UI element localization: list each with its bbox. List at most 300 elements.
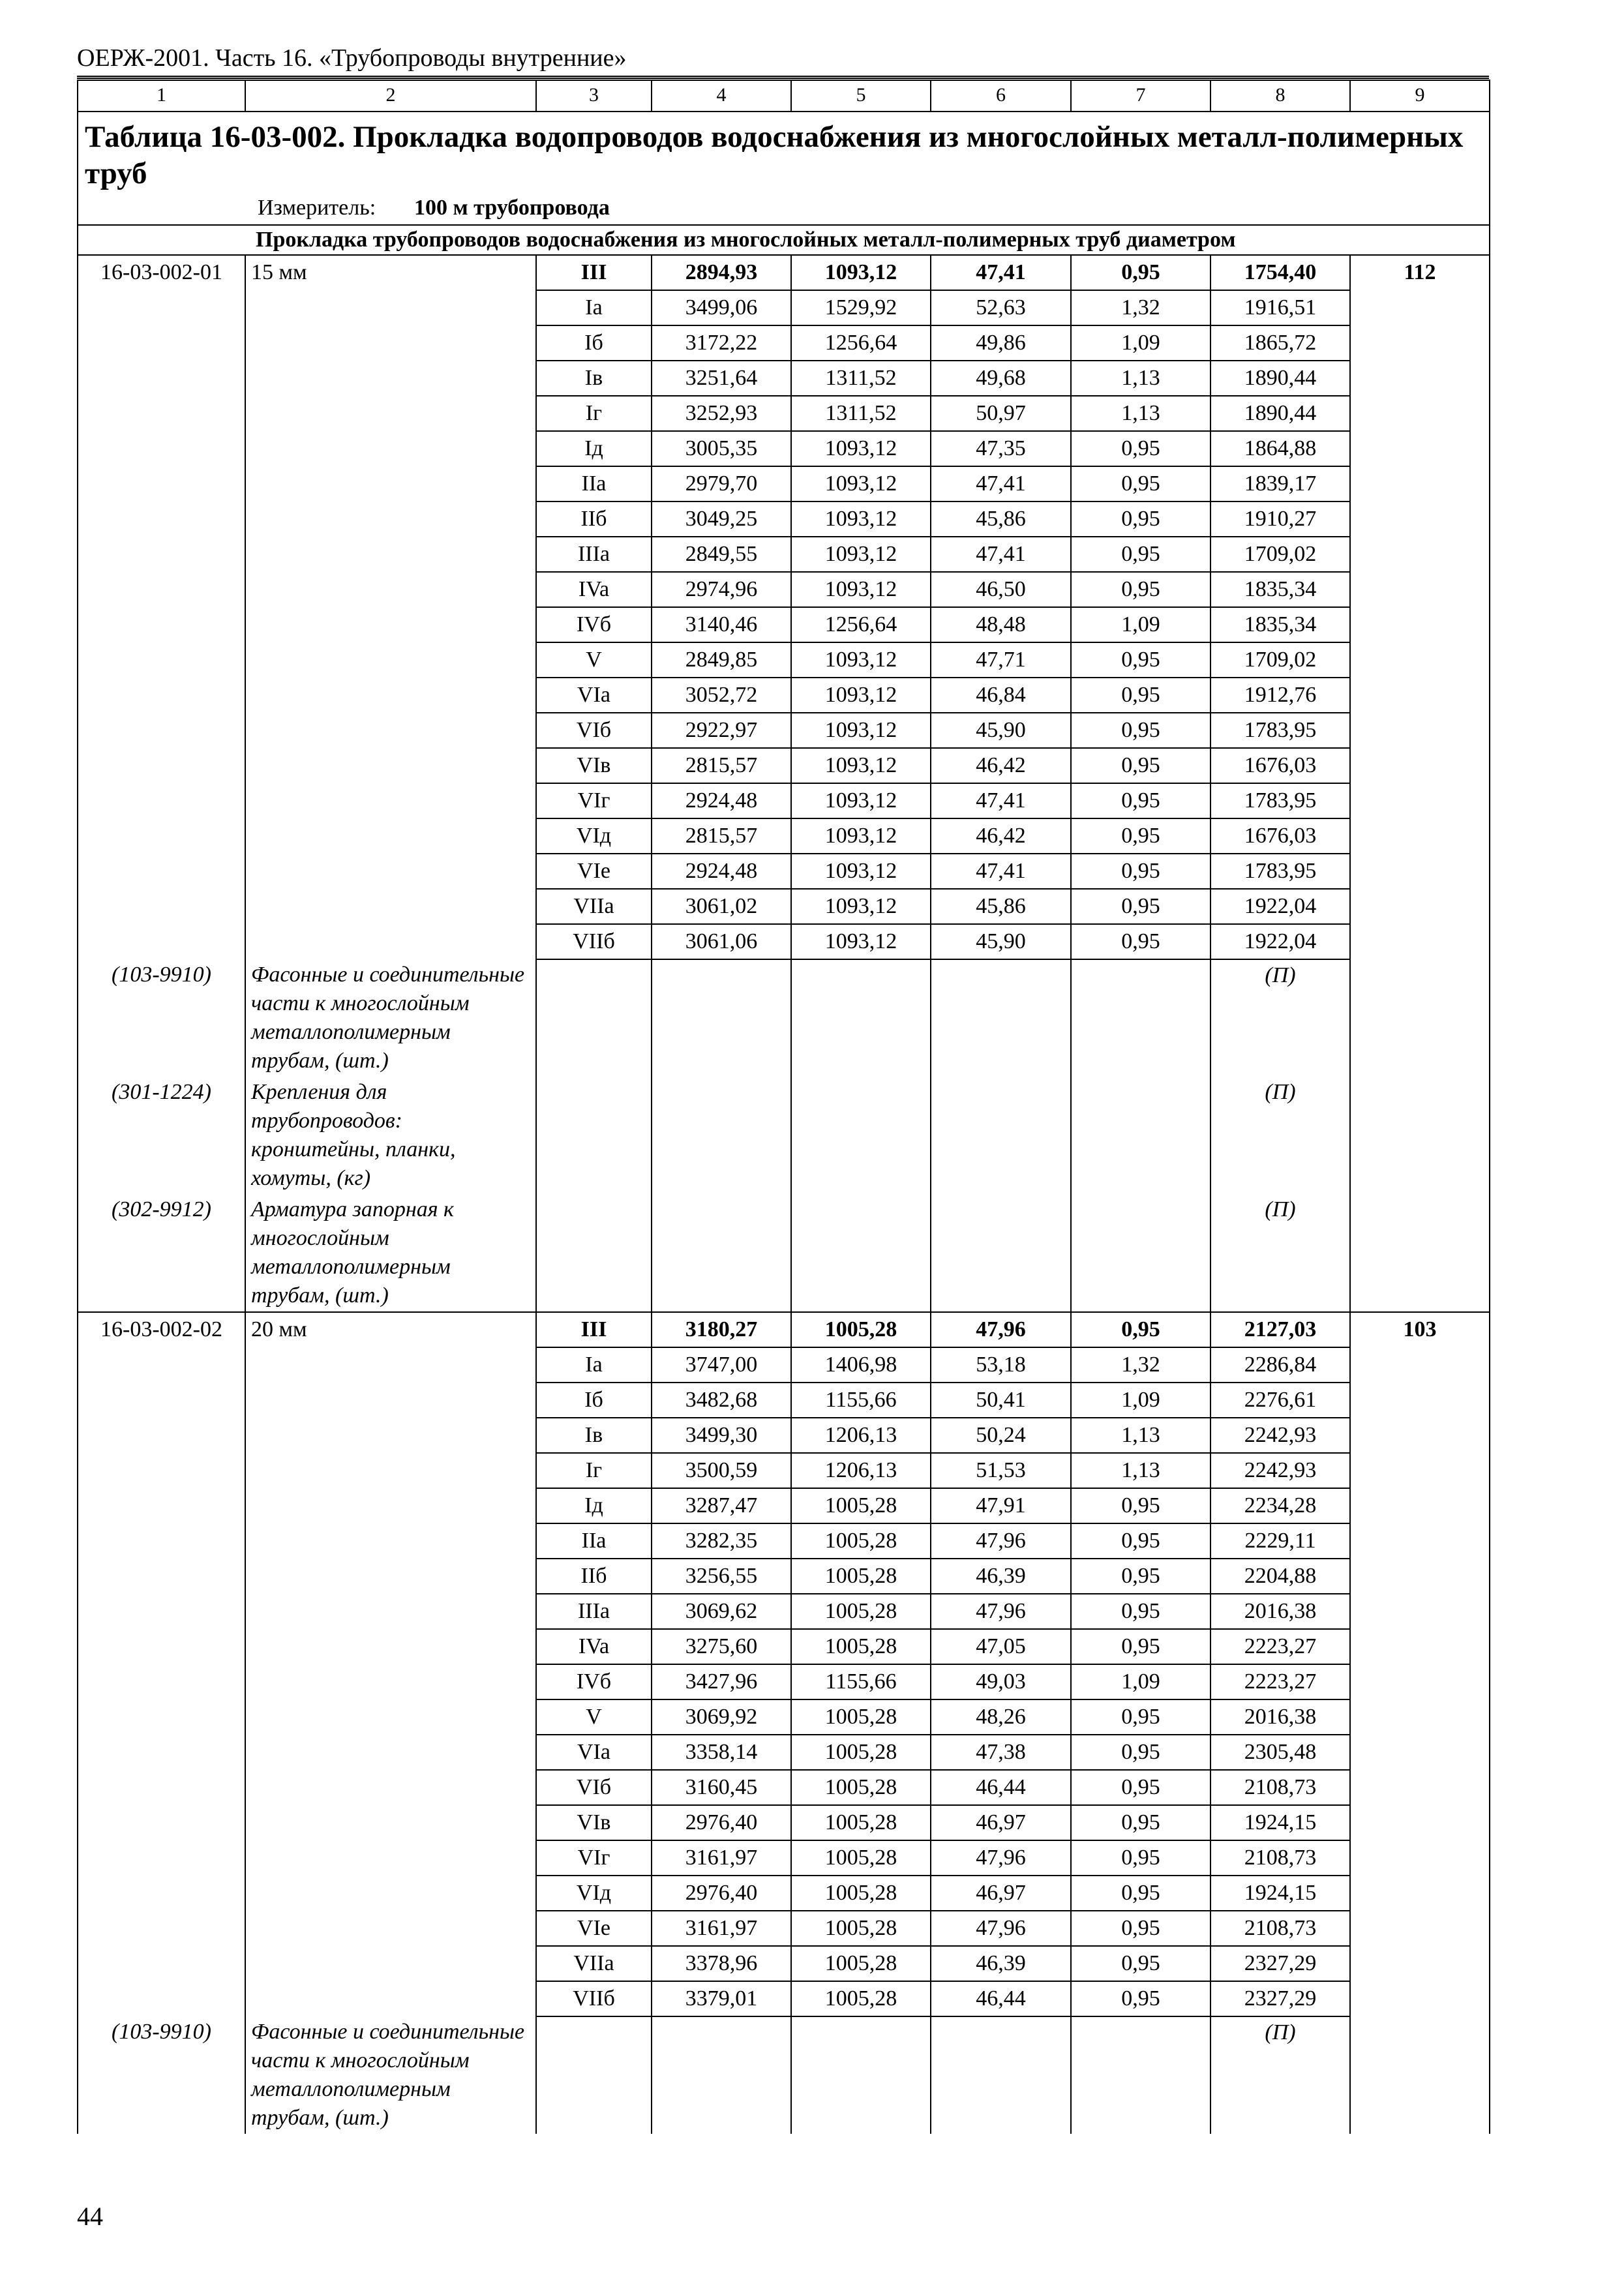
materials-cell: 2327,29	[1210, 1981, 1350, 2016]
table-row	[78, 818, 1490, 854]
pipe-diameter	[245, 1876, 536, 1911]
total-cost-cell: 3251,64	[652, 361, 791, 396]
rate-code	[78, 501, 245, 537]
machine-cost-cell: 47,35	[931, 431, 1071, 466]
machinist-wages-cell: 0,95	[1071, 1594, 1210, 1629]
zone-cell: VIIб	[536, 1981, 652, 2016]
machine-cost-cell: 50,24	[931, 1418, 1071, 1453]
wages-cell: 1093,12	[791, 537, 931, 572]
total-cost-cell: 2979,70	[652, 466, 791, 501]
rate-code	[78, 1347, 245, 1383]
total-cost-cell: 2924,48	[652, 854, 791, 889]
machine-cost-cell: 50,97	[931, 396, 1071, 431]
empty-cell	[931, 1194, 1071, 1312]
rate-code	[78, 924, 245, 959]
zone-cell: VIг	[536, 1840, 652, 1876]
wages-cell: 1093,12	[791, 924, 931, 959]
empty-cell	[1350, 959, 1490, 1077]
table-row	[78, 1312, 1490, 1347]
labor-cell: 112	[1350, 255, 1490, 290]
pipe-diameter	[245, 678, 536, 713]
materials-cell: 1783,95	[1210, 854, 1350, 889]
pipe-diameter	[245, 501, 536, 537]
machinist-wages-cell: 1,32	[1071, 290, 1210, 325]
table-row	[78, 783, 1490, 818]
total-cost-cell: 3052,72	[652, 678, 791, 713]
table-row	[78, 1347, 1490, 1383]
labor-cell	[1350, 1347, 1490, 1383]
column-number: 1	[78, 80, 245, 112]
machinist-wages-cell: 0,95	[1071, 1629, 1210, 1664]
materials-cell: 1922,04	[1210, 924, 1350, 959]
machine-cost-cell: 47,38	[931, 1735, 1071, 1770]
total-cost-cell: 3180,27	[652, 1312, 791, 1347]
pipe-diameter	[245, 1735, 536, 1770]
section-title: Прокладка трубопроводов водоснабжения из многослойных металл-полимерных труб диаметром	[78, 225, 1490, 255]
rate-code	[78, 1840, 245, 1876]
rate-code	[78, 713, 245, 748]
empty-cell	[1350, 2016, 1490, 2134]
materials-cell: 1922,04	[1210, 889, 1350, 924]
labor-cell	[1350, 1876, 1490, 1911]
wages-cell: 1093,12	[791, 466, 931, 501]
resource-name: Фасонные и соединительные части к многослойным металлополимерным трубам, (шт.)	[245, 2016, 536, 2134]
total-cost-cell: 3061,02	[652, 889, 791, 924]
pipe-diameter	[245, 396, 536, 431]
table-row	[78, 1735, 1490, 1770]
empty-cell	[1350, 1077, 1490, 1194]
machinist-wages-cell: 0,95	[1071, 1735, 1210, 1770]
wages-cell: 1093,12	[791, 854, 931, 889]
labor-cell	[1350, 642, 1490, 678]
machine-cost-cell: 47,71	[931, 642, 1071, 678]
materials-cell: 1924,15	[1210, 1876, 1350, 1911]
pipe-diameter	[245, 1946, 536, 1981]
empty-cell	[652, 1194, 791, 1312]
machinist-wages-cell: 0,95	[1071, 678, 1210, 713]
table-row	[78, 678, 1490, 713]
empty-cell	[536, 1077, 652, 1194]
column-number: 7	[1071, 80, 1210, 112]
total-cost-cell: 2894,93	[652, 255, 791, 290]
materials-cell: 1676,03	[1210, 818, 1350, 854]
rate-code	[78, 325, 245, 361]
labor-cell	[1350, 748, 1490, 783]
table-row	[78, 1981, 1490, 2016]
materials-cell: 2234,28	[1210, 1488, 1350, 1523]
rate-code	[78, 748, 245, 783]
rate-code	[78, 783, 245, 818]
materials-cell: 1890,44	[1210, 361, 1350, 396]
zone-cell: Iб	[536, 1383, 652, 1418]
labor-cell	[1350, 783, 1490, 818]
rates-table	[77, 80, 1490, 2134]
machinist-wages-cell: 1,09	[1071, 325, 1210, 361]
labor-cell	[1350, 1488, 1490, 1523]
machinist-wages-cell: 0,95	[1071, 818, 1210, 854]
total-cost-cell: 3160,45	[652, 1770, 791, 1805]
rate-code	[78, 466, 245, 501]
pipe-diameter	[245, 748, 536, 783]
total-cost-cell: 3358,14	[652, 1735, 791, 1770]
zone-cell: VIa	[536, 1735, 652, 1770]
rate-code	[78, 642, 245, 678]
total-cost-cell: 3252,93	[652, 396, 791, 431]
machine-cost-cell: 45,90	[931, 924, 1071, 959]
zone-cell: III	[536, 255, 652, 290]
machinist-wages-cell: 0,95	[1071, 431, 1210, 466]
machinist-wages-cell: 1,09	[1071, 1664, 1210, 1699]
machinist-wages-cell: 0,95	[1071, 713, 1210, 748]
page-number: 44	[77, 2202, 103, 2231]
labor-cell	[1350, 537, 1490, 572]
zone-cell: V	[536, 1699, 652, 1735]
resource-row	[78, 959, 1490, 1077]
pipe-diameter	[245, 361, 536, 396]
total-cost-cell: 2976,40	[652, 1876, 791, 1911]
wages-cell: 1093,12	[791, 713, 931, 748]
empty-cell	[931, 959, 1071, 1077]
labor-cell	[1350, 1664, 1490, 1699]
pipe-diameter	[245, 290, 536, 325]
table-row	[78, 1488, 1490, 1523]
wages-cell: 1005,28	[791, 1911, 931, 1946]
rate-code	[78, 1981, 245, 2016]
machinist-wages-cell: 0,95	[1071, 1523, 1210, 1559]
zone-cell: IIa	[536, 466, 652, 501]
machine-cost-cell: 47,41	[931, 854, 1071, 889]
labor-cell	[1350, 466, 1490, 501]
zone-cell: VIб	[536, 1770, 652, 1805]
total-cost-cell: 2849,85	[652, 642, 791, 678]
labor-cell	[1350, 678, 1490, 713]
machine-cost-cell: 46,44	[931, 1770, 1071, 1805]
pipe-diameter	[245, 1911, 536, 1946]
labor-cell	[1350, 1840, 1490, 1876]
wages-cell: 1005,28	[791, 1312, 931, 1347]
total-cost-cell: 2924,48	[652, 783, 791, 818]
table-row	[78, 1559, 1490, 1594]
table-row	[78, 1418, 1490, 1453]
pipe-diameter	[245, 1383, 536, 1418]
labor-cell	[1350, 1629, 1490, 1664]
machine-cost-cell: 46,97	[931, 1876, 1071, 1911]
materials-cell: 1916,51	[1210, 290, 1350, 325]
wages-cell: 1005,28	[791, 1699, 931, 1735]
machine-cost-cell: 47,96	[931, 1840, 1071, 1876]
total-cost-cell: 3499,06	[652, 290, 791, 325]
total-cost-cell: 2922,97	[652, 713, 791, 748]
zone-cell: Ia	[536, 1347, 652, 1383]
rate-code	[78, 607, 245, 642]
labor-cell	[1350, 572, 1490, 607]
empty-cell	[1071, 1194, 1210, 1312]
pipe-diameter: 15 мм	[245, 255, 536, 290]
resource-mark: (П)	[1210, 1077, 1350, 1194]
table-row	[78, 1805, 1490, 1840]
machine-cost-cell: 46,50	[931, 572, 1071, 607]
machinist-wages-cell: 0,95	[1071, 889, 1210, 924]
materials-cell: 1709,02	[1210, 642, 1350, 678]
total-cost-cell: 3287,47	[652, 1488, 791, 1523]
machinist-wages-cell: 1,13	[1071, 1453, 1210, 1488]
total-cost-cell: 2974,96	[652, 572, 791, 607]
wages-cell: 1005,28	[791, 1770, 931, 1805]
machinist-wages-cell: 0,95	[1071, 537, 1210, 572]
materials-cell: 1865,72	[1210, 325, 1350, 361]
empty-cell	[652, 2016, 791, 2134]
total-cost-cell: 3378,96	[652, 1946, 791, 1981]
resource-row	[78, 1194, 1490, 1312]
machinist-wages-cell: 0,95	[1071, 572, 1210, 607]
total-cost-cell: 3061,06	[652, 924, 791, 959]
wages-cell: 1093,12	[791, 431, 931, 466]
machine-cost-cell: 47,91	[931, 1488, 1071, 1523]
labor-cell	[1350, 713, 1490, 748]
materials-cell: 2223,27	[1210, 1629, 1350, 1664]
table-row	[78, 325, 1490, 361]
machinist-wages-cell: 0,95	[1071, 1946, 1210, 1981]
rate-code	[78, 678, 245, 713]
machine-cost-cell: 47,41	[931, 466, 1071, 501]
materials-cell: 1839,17	[1210, 466, 1350, 501]
rate-code	[78, 537, 245, 572]
machine-cost-cell: 49,03	[931, 1664, 1071, 1699]
machinist-wages-cell: 0,95	[1071, 466, 1210, 501]
wages-cell: 1093,12	[791, 889, 931, 924]
machine-cost-cell: 50,41	[931, 1383, 1071, 1418]
wages-cell: 1005,28	[791, 1594, 931, 1629]
machine-cost-cell: 45,86	[931, 889, 1071, 924]
rate-code	[78, 1418, 245, 1453]
table-row	[78, 1699, 1490, 1735]
zone-cell: IVб	[536, 1664, 652, 1699]
column-number-row	[78, 80, 1490, 112]
empty-cell	[931, 2016, 1071, 2134]
table-row	[78, 1453, 1490, 1488]
rate-code	[78, 818, 245, 854]
zone-cell: IVб	[536, 607, 652, 642]
total-cost-cell: 3427,96	[652, 1664, 791, 1699]
total-cost-cell: 2815,57	[652, 748, 791, 783]
machinist-wages-cell: 0,95	[1071, 1699, 1210, 1735]
wages-cell: 1005,28	[791, 1946, 931, 1981]
machine-cost-cell: 52,63	[931, 290, 1071, 325]
zone-cell: IIб	[536, 1559, 652, 1594]
total-cost-cell: 3161,97	[652, 1911, 791, 1946]
pipe-diameter	[245, 713, 536, 748]
labor-cell	[1350, 1699, 1490, 1735]
zone-cell: VIIa	[536, 889, 652, 924]
zone-cell: VIв	[536, 748, 652, 783]
rate-code	[78, 1805, 245, 1840]
machine-cost-cell: 51,53	[931, 1453, 1071, 1488]
rate-code	[78, 1699, 245, 1735]
table-row	[78, 713, 1490, 748]
empty-cell	[652, 1077, 791, 1194]
table-row	[78, 607, 1490, 642]
pipe-diameter	[245, 1453, 536, 1488]
materials-cell: 1783,95	[1210, 713, 1350, 748]
table-row	[78, 1911, 1490, 1946]
materials-cell: 1754,40	[1210, 255, 1350, 290]
machine-cost-cell: 49,86	[931, 325, 1071, 361]
pipe-diameter	[245, 1770, 536, 1805]
resource-mark: (П)	[1210, 1194, 1350, 1312]
zone-cell: IIa	[536, 1523, 652, 1559]
total-cost-cell: 3275,60	[652, 1629, 791, 1664]
rate-code	[78, 854, 245, 889]
machine-cost-cell: 49,68	[931, 361, 1071, 396]
zone-cell: IIIa	[536, 537, 652, 572]
column-number: 9	[1350, 80, 1490, 112]
materials-cell: 2242,93	[1210, 1418, 1350, 1453]
labor-cell	[1350, 1559, 1490, 1594]
machine-cost-cell: 47,41	[931, 255, 1071, 290]
materials-cell: 2108,73	[1210, 1840, 1350, 1876]
resource-code: (302-9912)	[78, 1194, 245, 1312]
machinist-wages-cell: 1,09	[1071, 1383, 1210, 1418]
table-row	[78, 396, 1490, 431]
pipe-diameter	[245, 572, 536, 607]
machinist-wages-cell: 1,32	[1071, 1347, 1210, 1383]
machinist-wages-cell: 0,95	[1071, 924, 1210, 959]
labor-cell	[1350, 501, 1490, 537]
zone-cell: VIв	[536, 1805, 652, 1840]
pipe-diameter	[245, 1664, 536, 1699]
table-row	[78, 1770, 1490, 1805]
machinist-wages-cell: 0,95	[1071, 1911, 1210, 1946]
table-row	[78, 1383, 1490, 1418]
zone-cell: IIб	[536, 501, 652, 537]
labor-cell	[1350, 1770, 1490, 1805]
column-number: 3	[536, 80, 652, 112]
labor-cell	[1350, 1946, 1490, 1981]
machinist-wages-cell: 0,95	[1071, 783, 1210, 818]
pipe-diameter	[245, 1629, 536, 1664]
wages-cell: 1093,12	[791, 572, 931, 607]
materials-cell: 2286,84	[1210, 1347, 1350, 1383]
pipe-diameter	[245, 1347, 536, 1383]
pipe-diameter	[245, 1418, 536, 1453]
total-cost-cell: 3747,00	[652, 1347, 791, 1383]
total-cost-cell: 3379,01	[652, 1981, 791, 2016]
table-row	[78, 1594, 1490, 1629]
rate-code	[78, 1559, 245, 1594]
materials-cell: 2108,73	[1210, 1770, 1350, 1805]
table-row	[78, 748, 1490, 783]
pipe-diameter	[245, 818, 536, 854]
zone-cell: VIIa	[536, 1946, 652, 1981]
machine-cost-cell: 46,44	[931, 1981, 1071, 2016]
resource-name: Крепления для трубопроводов: кронштейны, планки, хомуты, (кг)	[245, 1077, 536, 1194]
machinist-wages-cell: 0,95	[1071, 501, 1210, 537]
materials-cell: 1835,34	[1210, 607, 1350, 642]
empty-cell	[791, 959, 931, 1077]
wages-cell: 1206,13	[791, 1453, 931, 1488]
machinist-wages-cell: 0,95	[1071, 748, 1210, 783]
wages-cell: 1311,52	[791, 361, 931, 396]
machinist-wages-cell: 1,13	[1071, 361, 1210, 396]
resource-code: (103-9910)	[78, 2016, 245, 2134]
machine-cost-cell: 47,96	[931, 1594, 1071, 1629]
materials-cell: 2276,61	[1210, 1383, 1350, 1418]
wages-cell: 1093,12	[791, 255, 931, 290]
rate-code	[78, 396, 245, 431]
machinist-wages-cell: 1,09	[1071, 607, 1210, 642]
rate-code	[78, 1735, 245, 1770]
zone-cell: Iб	[536, 325, 652, 361]
wages-cell: 1093,12	[791, 642, 931, 678]
empty-cell	[652, 959, 791, 1077]
zone-cell: VIб	[536, 713, 652, 748]
rate-code	[78, 1911, 245, 1946]
total-cost-cell: 3482,68	[652, 1383, 791, 1418]
materials-cell: 2327,29	[1210, 1946, 1350, 1981]
total-cost-cell: 3049,25	[652, 501, 791, 537]
wages-cell: 1406,98	[791, 1347, 931, 1383]
table-row	[78, 1840, 1490, 1876]
wages-cell: 1256,64	[791, 607, 931, 642]
machinist-wages-cell: 0,95	[1071, 1559, 1210, 1594]
rate-code	[78, 572, 245, 607]
rate-code	[78, 290, 245, 325]
pipe-diameter: 20 мм	[245, 1312, 536, 1347]
zone-cell: Iг	[536, 1453, 652, 1488]
total-cost-cell: 2976,40	[652, 1805, 791, 1840]
total-cost-cell: 3161,97	[652, 1840, 791, 1876]
table-row	[78, 642, 1490, 678]
zone-cell: V	[536, 642, 652, 678]
labor-cell	[1350, 1523, 1490, 1559]
table-row	[78, 889, 1490, 924]
wages-cell: 1155,66	[791, 1383, 931, 1418]
machine-cost-cell: 45,86	[931, 501, 1071, 537]
machinist-wages-cell: 0,95	[1071, 1840, 1210, 1876]
pipe-diameter	[245, 642, 536, 678]
rate-code	[78, 1946, 245, 1981]
table-row	[78, 1664, 1490, 1699]
table-row	[78, 572, 1490, 607]
wages-cell: 1093,12	[791, 818, 931, 854]
pipe-diameter	[245, 1699, 536, 1735]
empty-cell	[931, 1077, 1071, 1194]
wages-cell: 1005,28	[791, 1488, 931, 1523]
unit-label: Измеритель:	[258, 196, 376, 220]
materials-cell: 2305,48	[1210, 1735, 1350, 1770]
column-number: 5	[791, 80, 931, 112]
wages-cell: 1005,28	[791, 1523, 931, 1559]
total-cost-cell: 3500,59	[652, 1453, 791, 1488]
empty-cell	[536, 2016, 652, 2134]
resource-name: Фасонные и соединительные части к многослойным металлополимерным трубам, (шт.)	[245, 959, 536, 1077]
labor-cell	[1350, 818, 1490, 854]
total-cost-cell: 3282,35	[652, 1523, 791, 1559]
zone-cell: IVa	[536, 1629, 652, 1664]
table-row	[78, 361, 1490, 396]
table-row	[78, 255, 1490, 290]
table-row	[78, 501, 1490, 537]
materials-cell: 2016,38	[1210, 1594, 1350, 1629]
rate-code	[78, 1629, 245, 1664]
wages-cell: 1005,28	[791, 1735, 931, 1770]
zone-cell: VIe	[536, 1911, 652, 1946]
column-number: 2	[245, 80, 536, 112]
wages-cell: 1005,28	[791, 1981, 931, 2016]
resource-code: (103-9910)	[78, 959, 245, 1077]
labor-cell	[1350, 1383, 1490, 1418]
total-cost-cell: 2815,57	[652, 818, 791, 854]
